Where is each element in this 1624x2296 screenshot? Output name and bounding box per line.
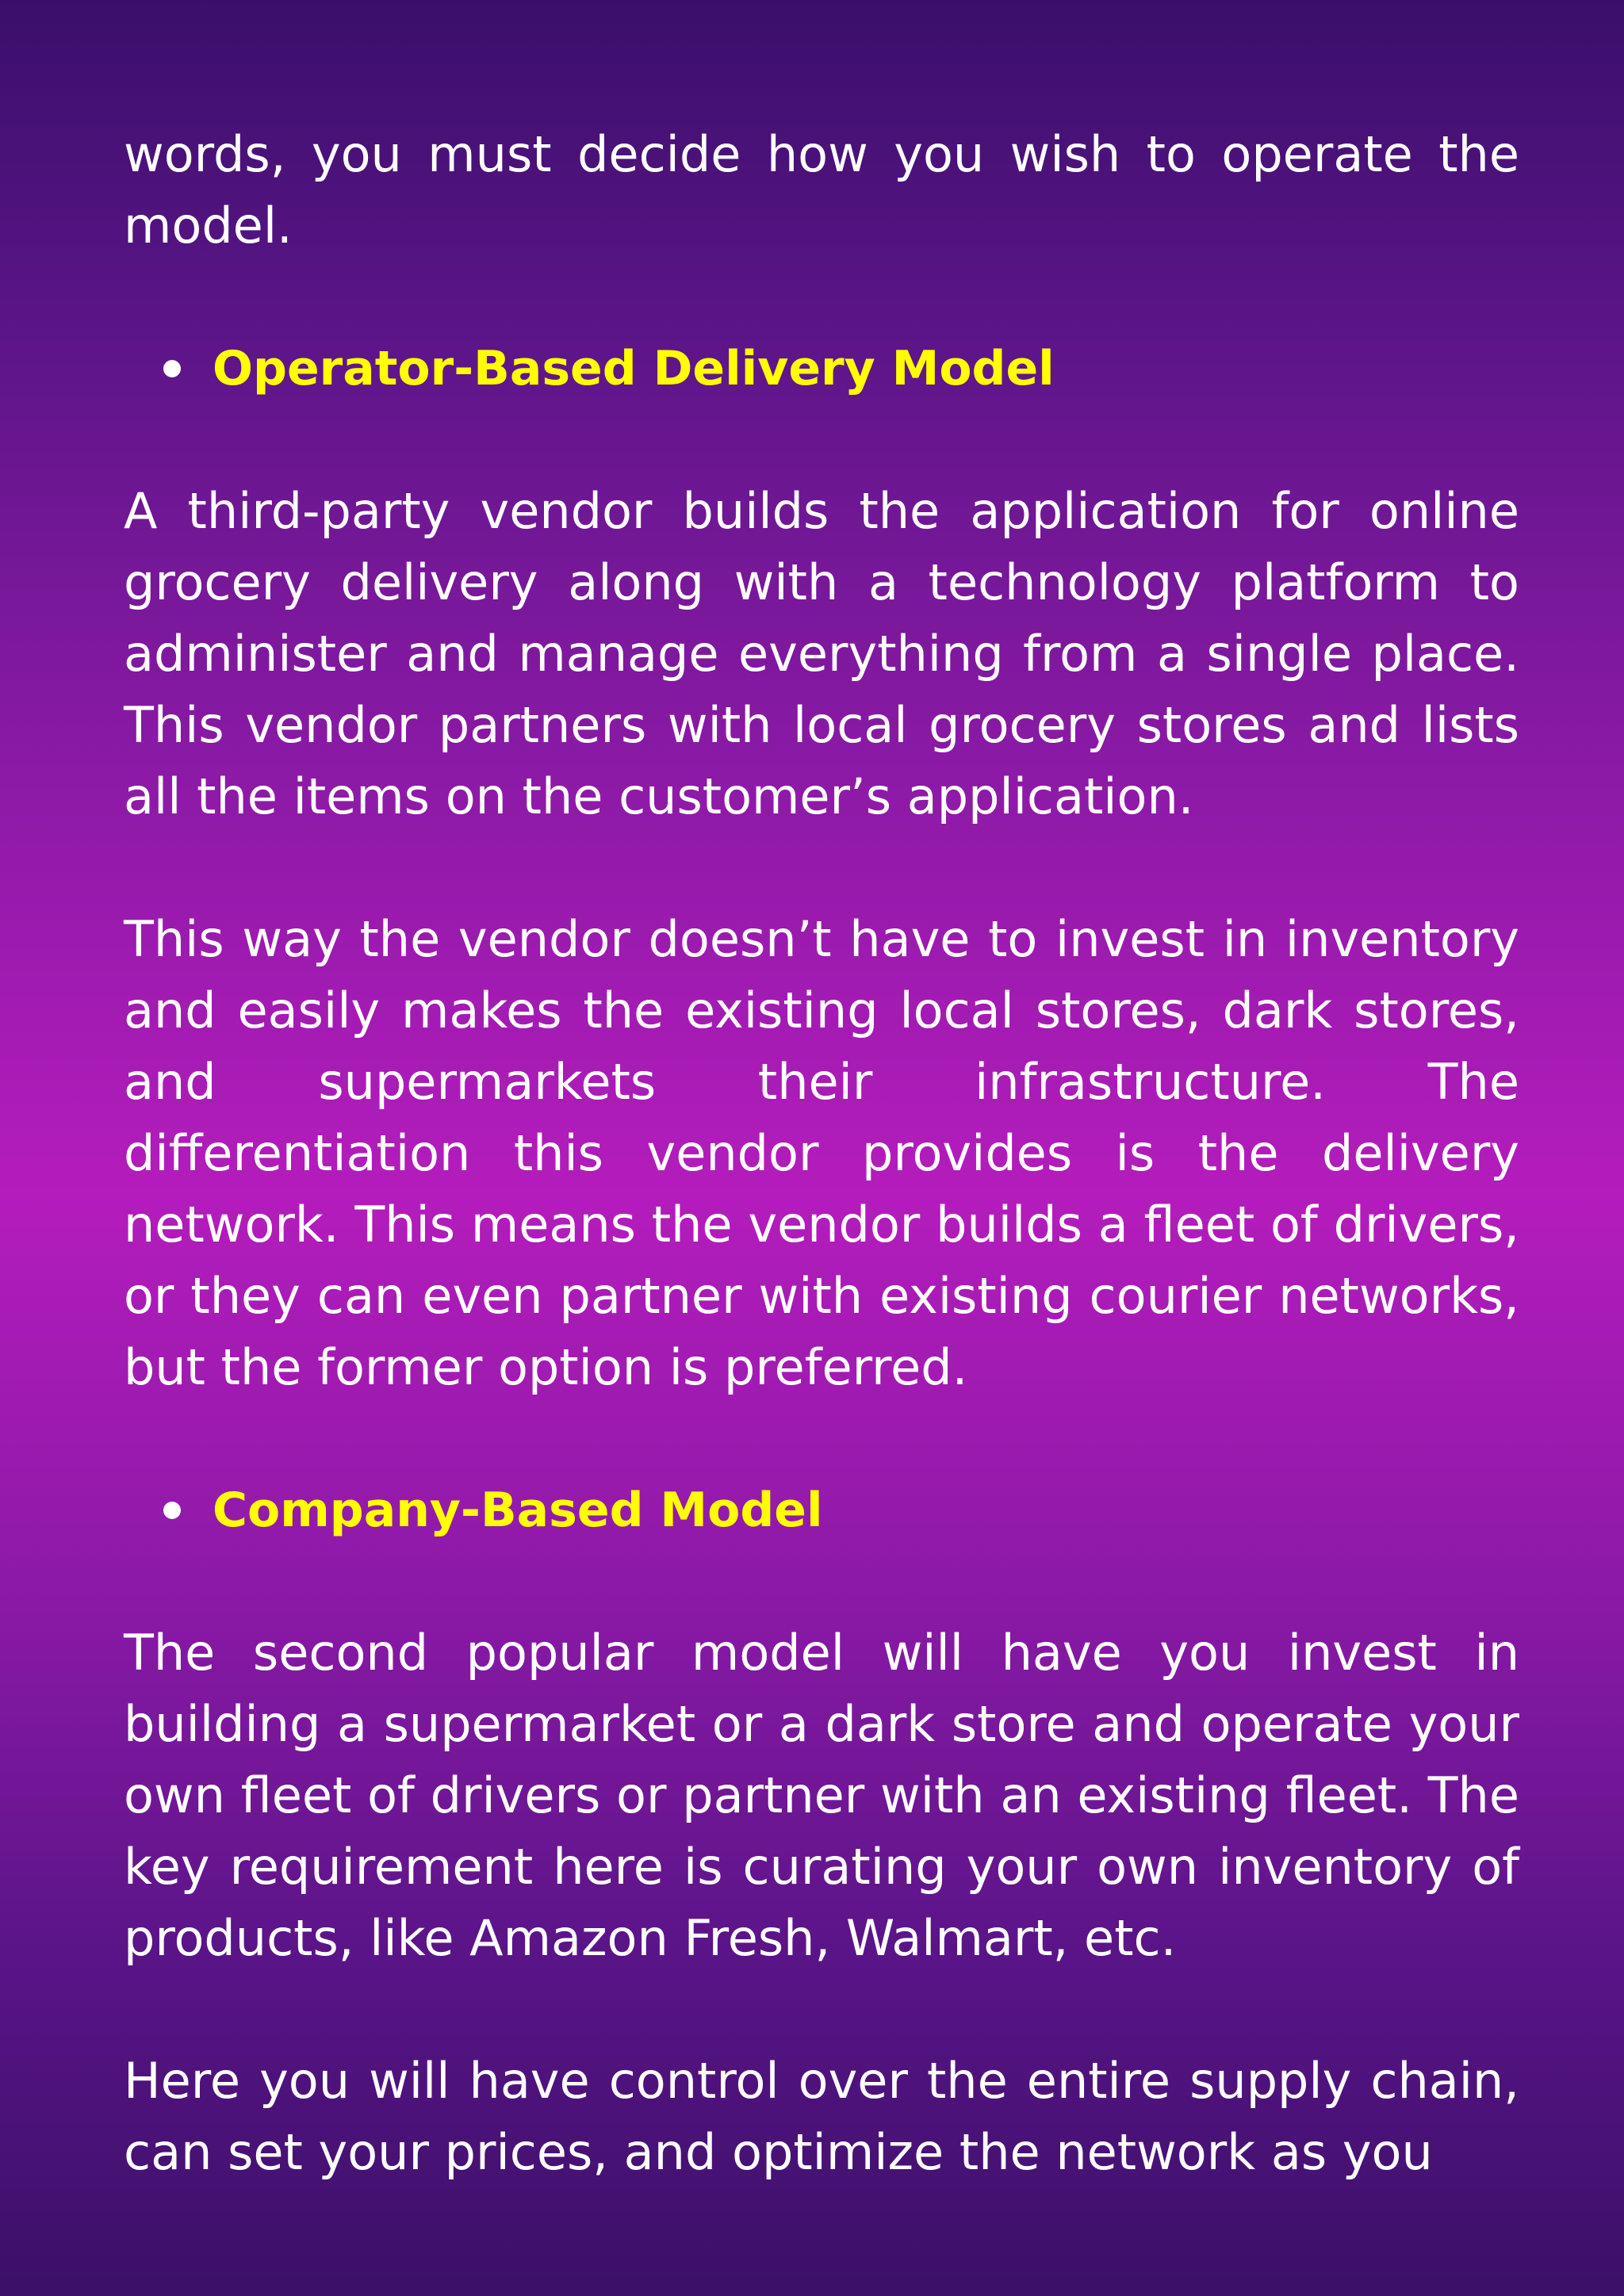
- heading-text: Operator-Based Delivery Model: [213, 341, 1055, 396]
- bullet-icon: [163, 360, 181, 377]
- section1-paragraph-1: A third-party vendor builds the application for online grocery delivery along with a technology platform to administer and manage everything from a single place. This vendor partners with local grocery stores and lists all the items on the customer’s application.: [124, 482, 1519, 825]
- section-heading-company-based: [124, 1475, 1519, 1546]
- heading-text: Company-Based Model: [213, 1483, 823, 1538]
- section2-paragraph-2: Here you will have control over the entire supply chain, can set your prices, and optimize the network as you: [124, 2052, 1519, 2181]
- section-heading-operator-based: [124, 333, 1519, 404]
- section2-paragraph-1: The second popular model will have you invest in building a supermarket or a dark store and operate your own fleet of drivers or partner with an existing fleet. The key requirement here is curating your own inventory of products, like Amazon Fresh, Walmart, etc.: [124, 1624, 1519, 1967]
- intro-paragraph: words, you must decide how you wish to operate the model.: [124, 125, 1519, 254]
- bullet-icon: [163, 1502, 181, 1519]
- section1-paragraph-2: This way the vendor doesn’t have to invest in inventory and easily makes the existing local stores, dark stores, and supermarkets their infrastructure. The differentiation this vendor provides is the delivery network. This means the vendor builds a fleet of drivers, or they can even partner with existing courier networks, but the former option is preferred.: [124, 910, 1519, 1396]
